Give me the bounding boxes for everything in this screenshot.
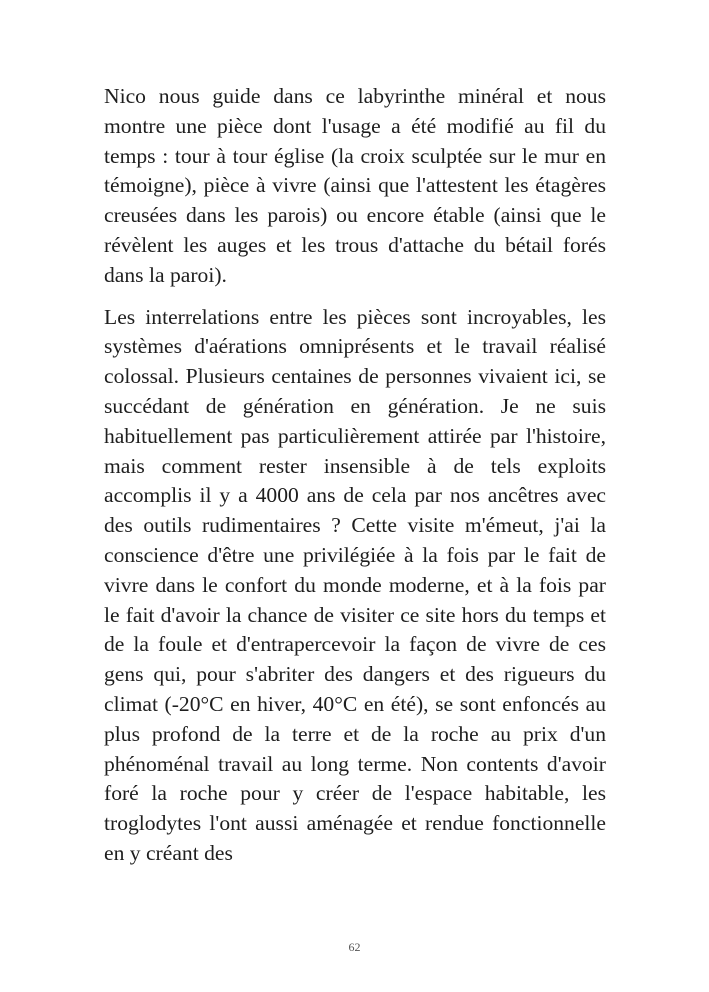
paragraph-1: Nico nous guide dans ce labyrinthe minéral et nous montre une pièce dont l'usage a été modifié au fil du temps : tour à tour église (la croix sculptée sur le mur en témoigne), pièce à vivre (ainsi que l'attestent les étagères creusées dans les parois) ou encore étable (ainsi que le révèlent les auges et les trous d'attache du bétail forés dans la paroi). bbox=[104, 84, 606, 287]
paragraph-2: Les interrelations entre les pièces sont incroyables, les systèmes d'aérations omniprésents et le travail réalisé colossal. Plusieurs centaines de personnes vivaient ici, se succédant de génération en génération. Je ne suis habituellement pas particulièrement attirée par l'histoire, mais comment rester insensible à de tels exploits accomplis il y a 4000 ans de cela par nos ancêtres avec des outils rudimentaires ? Cette visite m'émeut, j'ai la conscience d'être une privilégiée à la fois par le fait de vivre dans le confort du monde moderne, et à la fois par le fait d'avoir la chance de visiter ce site hors du temps et de la foule et d'entrapercevoir la façon de vivre de ces gens qui, pour s'abriter des dangers et des rigueurs du climat (-20°C en hiver, 40°C en été), se sont enfoncés au plus profond de la terre et de la roche au prix d'un phénoménal travail au long terme. Non contents d'avoir foré la roche pour y créer de l'espace habitable, les troglodytes l'ont aussi aménagée et rendue fonctionnelle en y créant des bbox=[104, 304, 606, 865]
page-number: 62 bbox=[348, 940, 361, 954]
body-text bbox=[104, 82, 606, 869]
